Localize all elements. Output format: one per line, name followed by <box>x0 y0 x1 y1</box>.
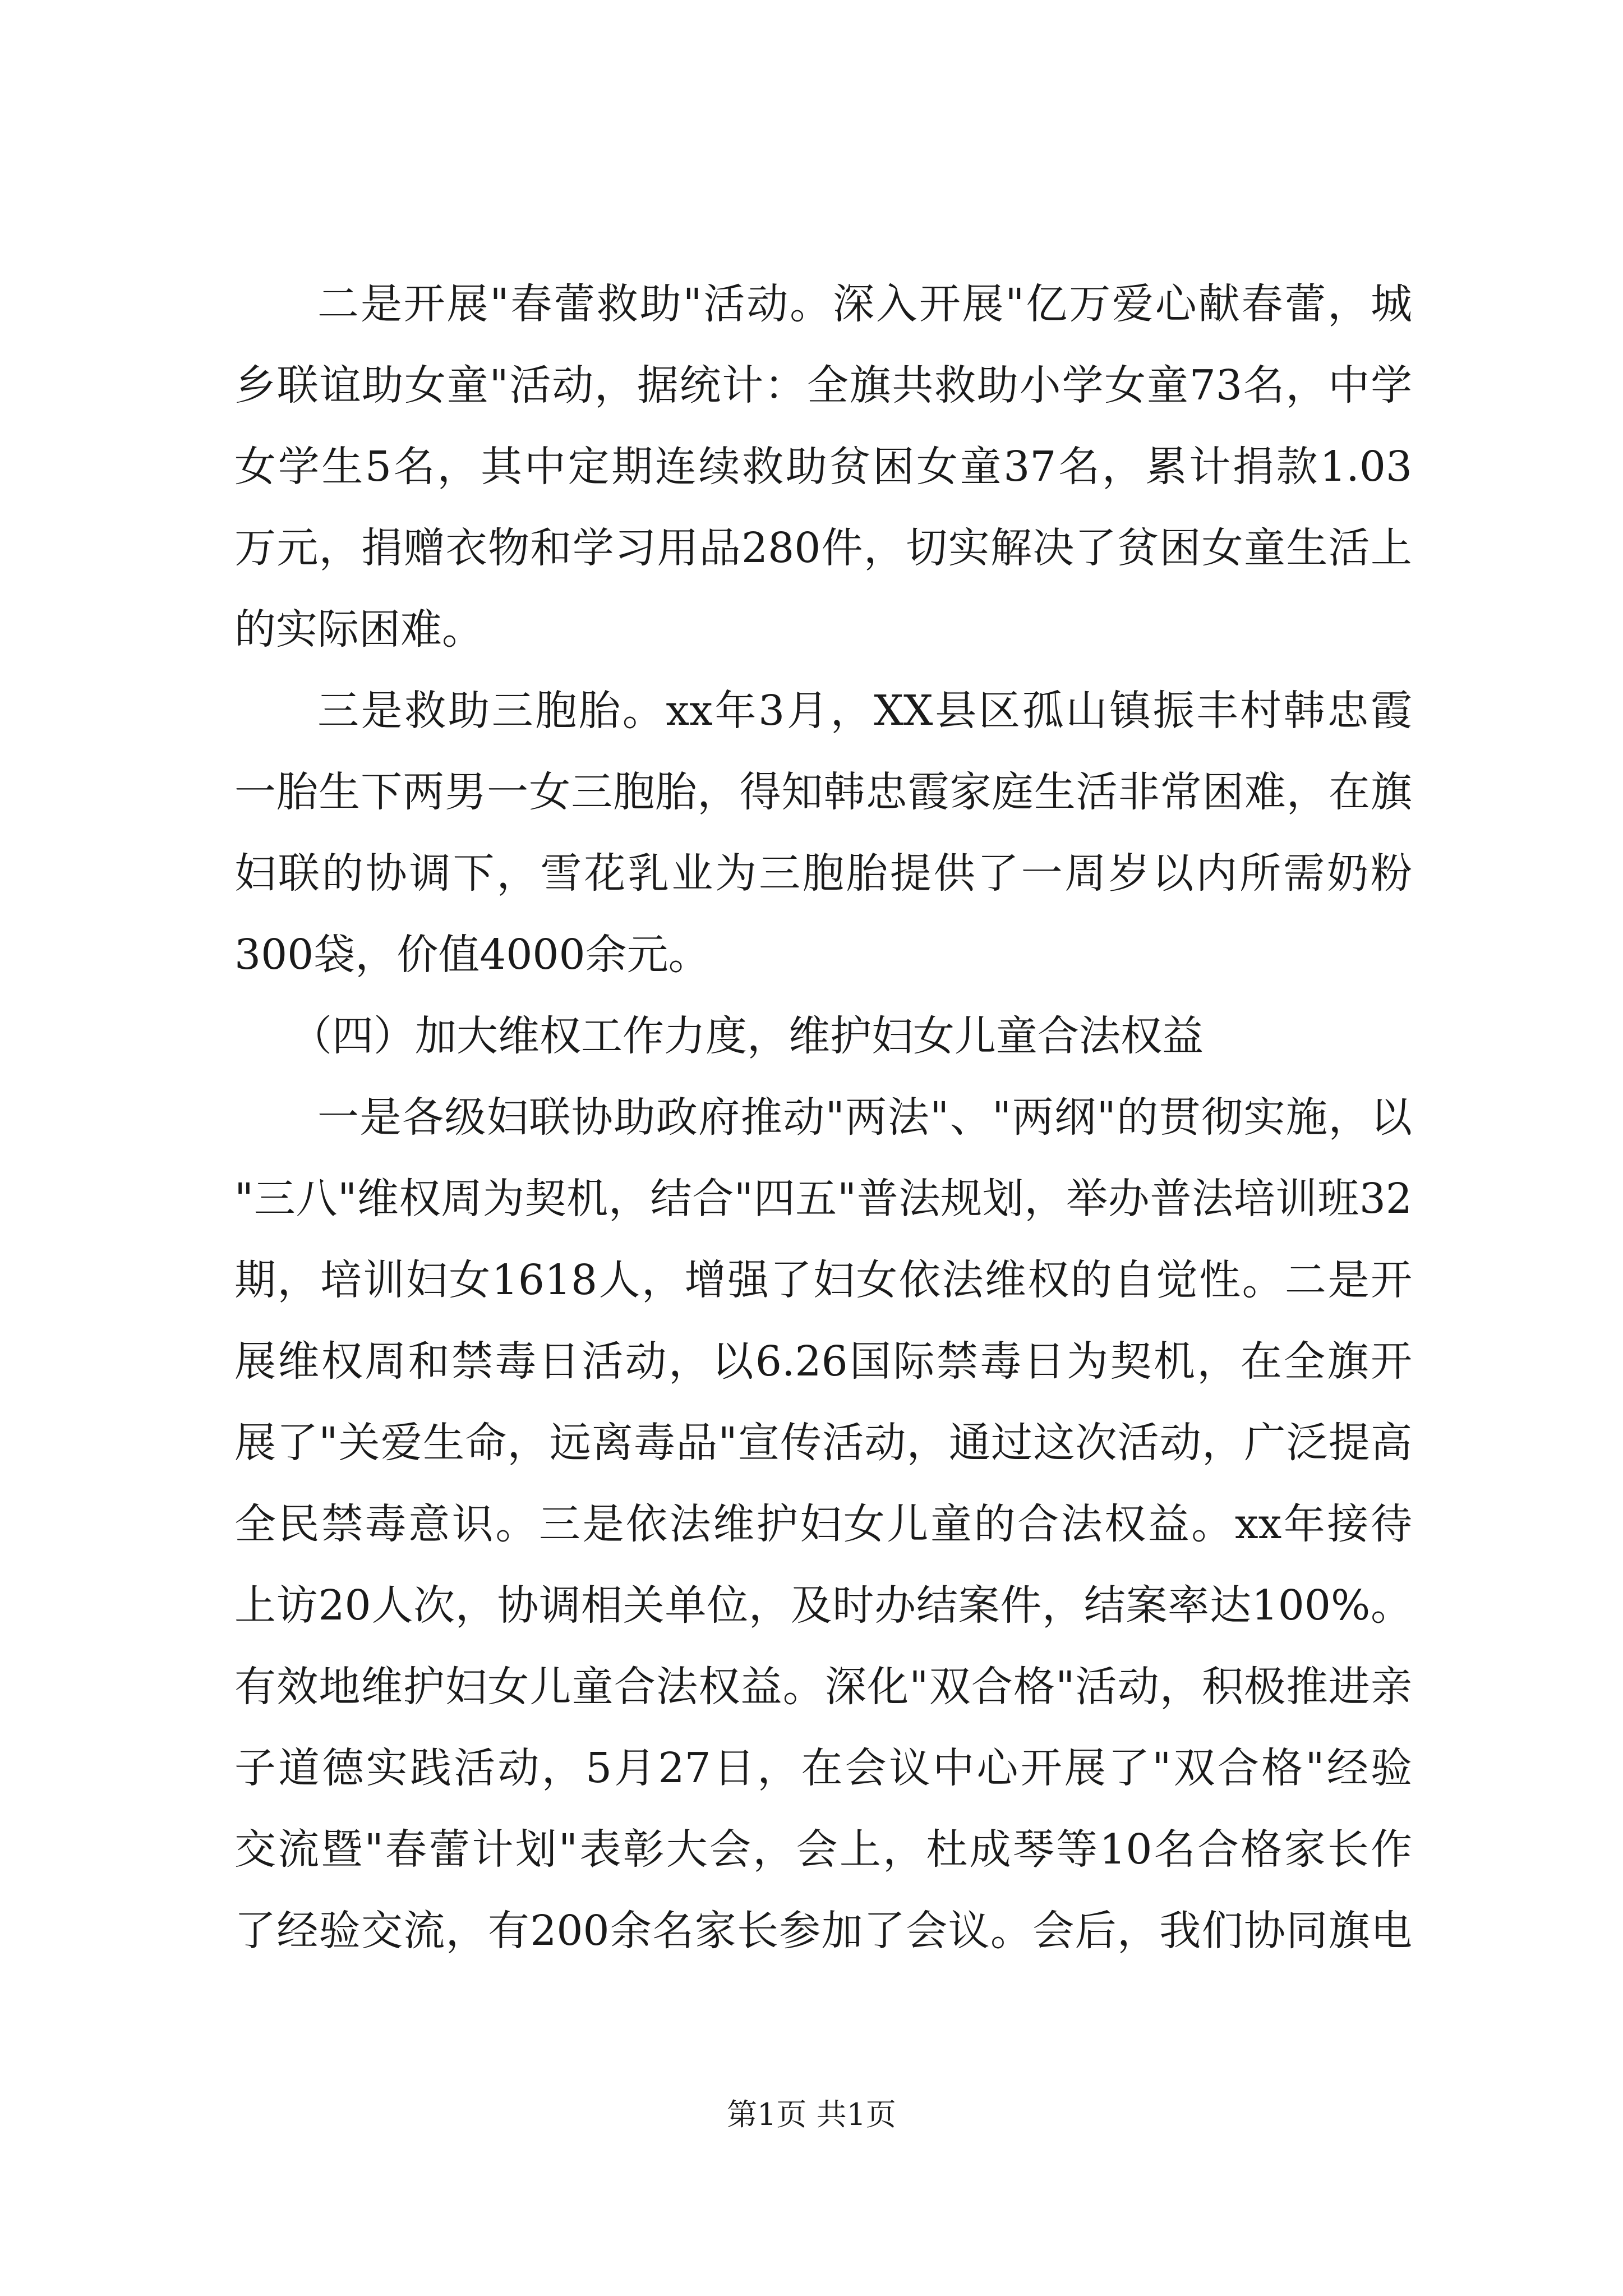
text-line: 有效地维护妇女儿童合法权益。深化"双合格"活动，积极推进亲 <box>234 1663 1412 1711</box>
text-line: 子道德实践活动，5月27日，在会议中心开展了"双合格"经验 <box>234 1744 1412 1792</box>
text-line: 的实际困难。 <box>234 605 483 654</box>
text-line: 全民禁毒意识。三是依法维护妇女儿童的合法权益。xx年接待 <box>234 1500 1412 1548</box>
text-line: "三八"维权周为契机，结合"四五"普法规划，举办普法培训班32 <box>234 1175 1412 1223</box>
text-line: 一是各级妇联协助政府推动"两法"、"两纲"的贯彻实施，以 <box>317 1093 1412 1142</box>
section-heading: （四）加大维权工作力度，维护妇女儿童合法权益 <box>291 1012 1204 1060</box>
text-line: 期，培训妇女1618人，增强了妇女依法维权的自觉性。二是开 <box>234 1256 1412 1304</box>
text-line: 交流暨"春蕾计划"表彰大会，会上，杜成琴等10名合格家长作 <box>234 1825 1412 1874</box>
text-line: 展了"关爱生命，远离毒品"宣传活动，通过这次活动，广泛提高 <box>234 1419 1412 1467</box>
text-line: 了经验交流，有200余名家长参加了会议。会后，我们协同旗电 <box>234 1907 1412 1955</box>
text-line: 万元，捐赠衣物和学习用品280件，切实解决了贫困女童生活上 <box>234 524 1412 572</box>
text-line: 妇联的协调下，雪花乳业为三胞胎提供了一周岁以内所需奶粉 <box>234 849 1412 898</box>
document-body <box>234 264 1412 1972</box>
text-line: 二是开展"春蕾救助"活动。深入开展"亿万爱心献春蕾，城 <box>317 280 1412 328</box>
text-line: 300袋，价值4000余元。 <box>234 931 710 979</box>
page-footer: 第1页 共1页 <box>727 2097 896 2132</box>
text-line: 女学生5名，其中定期连续救助贫困女童37名，累计捐款1.03 <box>234 443 1412 491</box>
text-line: 一胎生下两男一女三胞胎，得知韩忠霞家庭生活非常困难，在旗 <box>234 768 1412 816</box>
text-line: 展维权周和禁毒日活动，以6.26国际禁毒日为契机，在全旗开 <box>234 1337 1412 1386</box>
text-line: 乡联谊助女童"活动，据统计：全旗共救助小学女童73名，中学 <box>234 361 1412 409</box>
text-line: 上访20人次，协调相关单位，及时办结案件，结案率达100%。 <box>234 1581 1412 1630</box>
text-line: 三是救助三胞胎。xx年3月，XX县区孤山镇振丰村韩忠霞 <box>317 687 1412 735</box>
